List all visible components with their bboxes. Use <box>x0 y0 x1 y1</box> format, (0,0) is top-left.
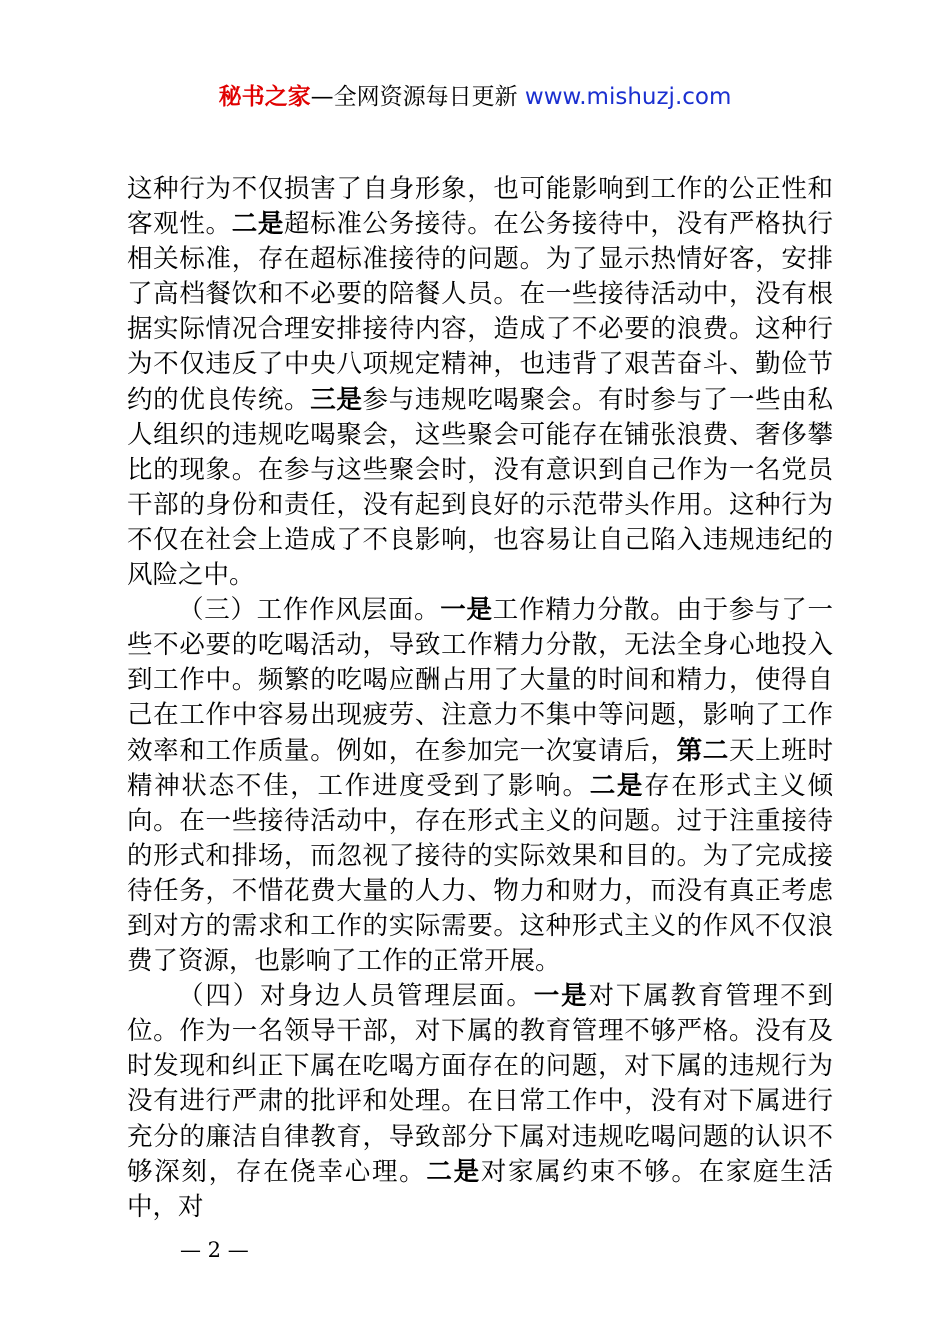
bold-run: 三是 <box>310 384 363 415</box>
body-paragraph <box>127 172 833 593</box>
text-run: 对家属约束不够。在家庭生活中，对 <box>127 1156 833 1222</box>
site-brand: 秘书之家 <box>218 84 311 110</box>
text-run: 参与违规吃喝聚会。有时参与了一些由私人组织的违规吃喝聚会，这些聚会可能存在铺张浪费、奢侈攀比的现象。在参与这些聚会时，没有意识到自己作为一名党员干部的身份和责任，没有起到良好的示范带头作用。这种行为不仅在社会上造成了不良影响，也容易让自己陷入违规违纪的风险之中。 <box>127 384 833 591</box>
bold-run: 一是 <box>533 981 589 1012</box>
document-body <box>127 172 833 1225</box>
bold-run: 一是 <box>440 595 493 626</box>
site-url-link[interactable]: www.mishuzj.com <box>524 84 732 110</box>
page-number: — 2 — <box>180 1238 249 1262</box>
site-header <box>0 82 950 112</box>
text-run: 工作精力分散。由于参与了一些不必要的吃喝活动，导致工作精力分散，无法全身心地投入到工作中。频繁的吃喝应酬占用了大量的时间和精力，使得自己在工作中容易出现疲劳、注意力不集中等问题，影响了工作效率和工作质量。例如，在参加完一次宴请后， <box>127 595 833 766</box>
bold-run: 第二 <box>676 735 729 766</box>
text-run: 这种行为不仅损害了自身形象，也可能影响到工作的公正性和客观性。 <box>127 174 833 240</box>
bold-run: 二是 <box>231 209 285 240</box>
bold-run: 二是 <box>426 1156 481 1187</box>
body-paragraph <box>127 979 833 1225</box>
text-run: 对下属教育管理不到位。作为一名领导干部，对下属的教育管理不够严格。没有及时发现和纠正下属在吃喝方面存在的问题，对下属的违规行为没有进行严肃的批评和处理。在日常工作中，没有对下属进行充分的廉洁自律教育，导致部分下属对违规吃喝问题的认识不够深刻，存在侥幸心理。 <box>127 981 833 1187</box>
text-run: 超标准公务接待。在公务接待中，没有严格执行相关标准，存在超标准接待的问题。为了显示热情好客，安排了高档餐饮和不必要的陪餐人员。在一些接待活动中，没有根据实际情况合理安排接待内容，造成了不必要的浪费。这种行为不仅违反了中央八项规定精神，也违背了艰苦奋斗、勤俭节约的优良传统。 <box>127 209 833 415</box>
text-run: （四）对身边人员管理层面。 <box>178 981 534 1012</box>
text-run: 存在形式主义倾向。在一些接待活动中，存在形式主义的问题。过于注重接待的形式和排场，而忽视了接待的实际效果和目的。为了完成接待任务，不惜花费大量的人力、物力和财力，而没有真正考虑到对方的需求和工作的实际需要。这种形式主义的作风不仅浪费了资源，也影响了工作的正常开展。 <box>127 770 833 977</box>
text-run: （三）工作作风层面。 <box>178 595 441 626</box>
site-tagline: —全网资源每日更新 <box>310 84 525 110</box>
text-run: 天上班时精神状态不佳，工作进度受到了影响。 <box>127 735 833 801</box>
body-paragraph <box>127 593 833 979</box>
bold-run: 二是 <box>589 770 645 801</box>
